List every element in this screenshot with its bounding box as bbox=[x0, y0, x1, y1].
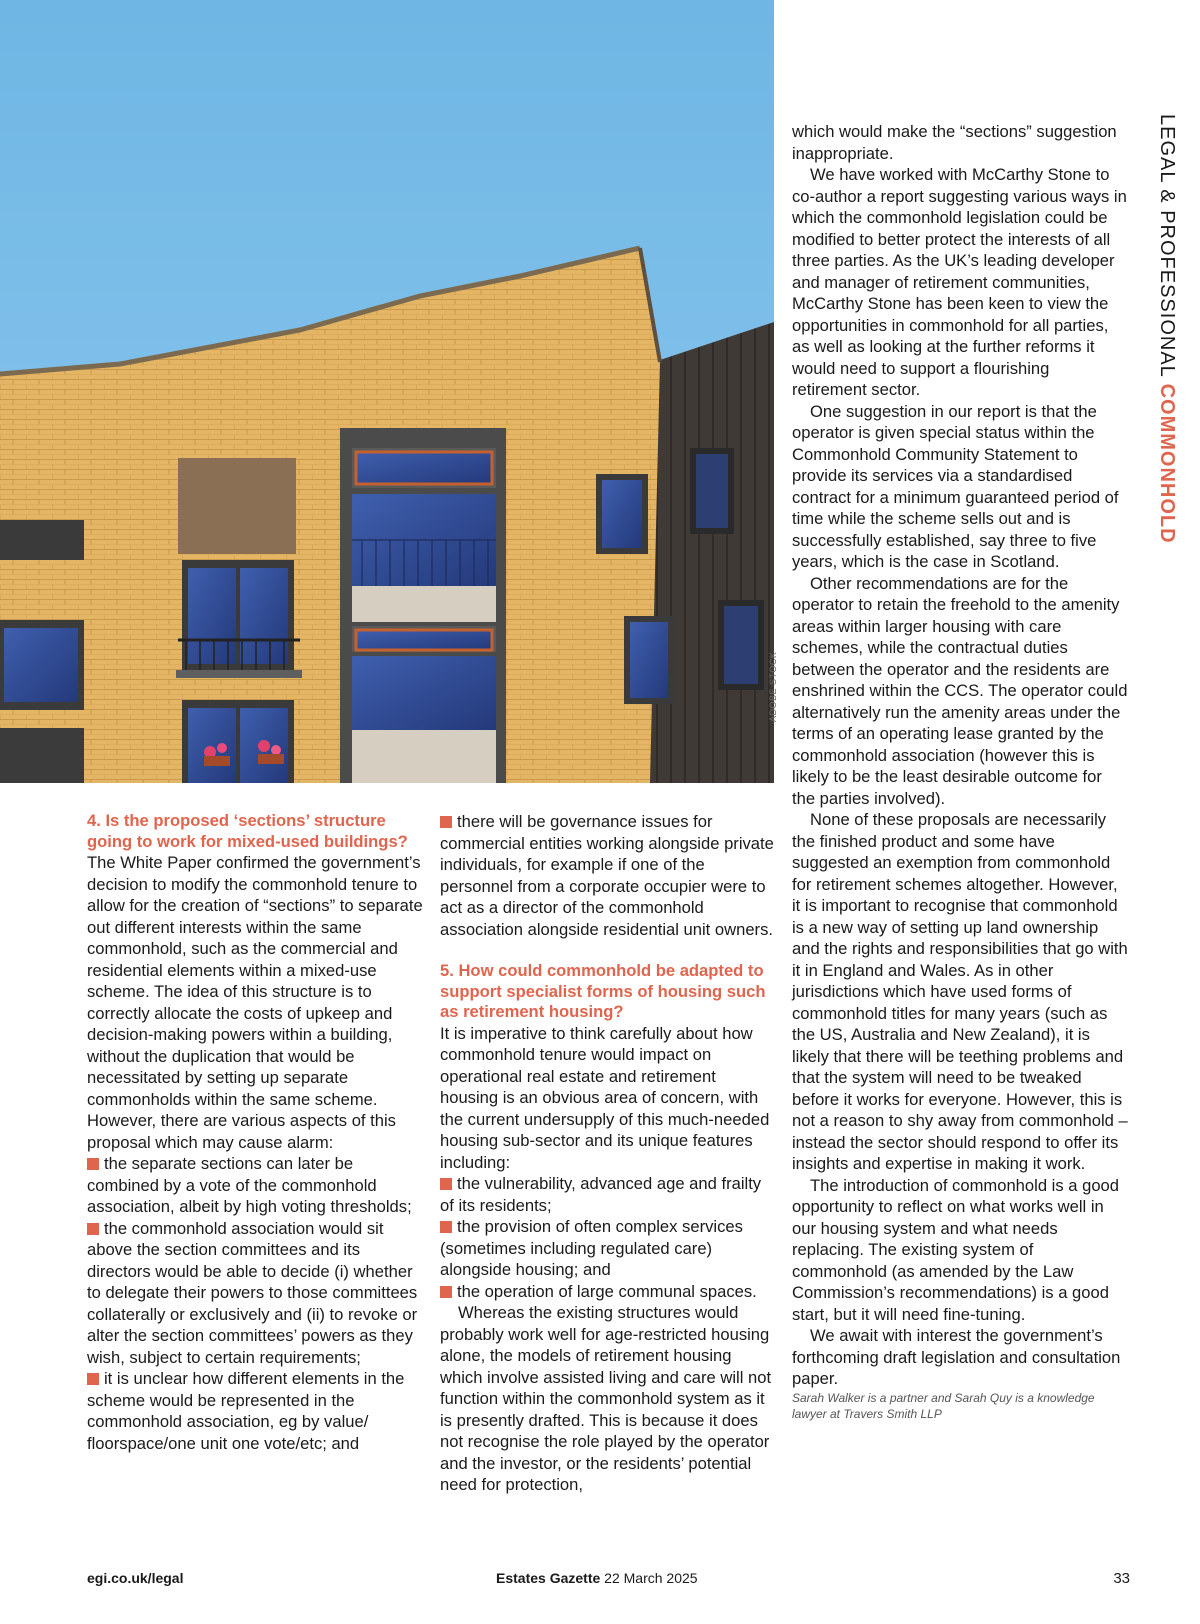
paragraph: which would make the “sections” suggestion inappropriate. bbox=[792, 122, 1117, 163]
bullet-text: the provision of often complex services (sometimes including regulated care) alongside housing; and bbox=[440, 1217, 743, 1279]
publication-name: Estates Gazette bbox=[496, 1570, 601, 1586]
building-illustration bbox=[0, 0, 774, 783]
footer-url[interactable]: egi.co.uk/legal bbox=[87, 1570, 184, 1586]
paragraph: Whereas the existing structures would probably work well for age-restricted housing alone, the models of retirement housing which involve assisted living and care will not function within the commonhold system as it is presently drafted. This is because it does not recognise the role played by the operator and the investor, or the residents’ potential need for protection, bbox=[440, 1303, 772, 1494]
bullet-item bbox=[440, 811, 774, 940]
bullet-text: the separate sections can later be combined by a vote of the commonhold association, albeit by high voting thresholds; bbox=[87, 1154, 412, 1216]
heading-question-4: 4. Is the proposed ‘sections’ structure going to work for mixed-used buildings? bbox=[87, 811, 408, 851]
square-bullet-icon bbox=[87, 1373, 99, 1385]
bullet-item bbox=[440, 1281, 774, 1303]
bullet-text: it is unclear how different elements in the scheme would be represented in the commonhold association, eg by value/ floorspace/one unit one vote/etc; and bbox=[87, 1369, 405, 1453]
bullet-item bbox=[87, 1153, 425, 1218]
column-1 bbox=[87, 811, 425, 1454]
bullet-text: the commonhold association would sit above the section committees and its directors would be able to decide (i) whether to delegate their powers to those committees collaterally or exclusively and (ii) to revoke or alter the section committees’ powers as they wish, subject to certain requirements; bbox=[87, 1218, 418, 1367]
footer-publication bbox=[496, 1570, 698, 1586]
heading-question-5: 5. How could commonhold be adapted to support specialist forms of housing such as retirement housing? bbox=[440, 961, 766, 1021]
section-label-highlight: COMMONHOLD bbox=[1156, 383, 1178, 544]
bullet-item bbox=[440, 1216, 774, 1281]
paragraph: We await with interest the government’s forthcoming draft legislation and consultation paper. bbox=[792, 1326, 1121, 1388]
square-bullet-icon bbox=[440, 1178, 452, 1190]
bullet-text: the operation of large communal spaces. bbox=[457, 1281, 757, 1301]
square-bullet-icon bbox=[87, 1223, 99, 1235]
paragraph: One suggestion in our report is that the operator is given special status within the Commonhold Community Statement to provide its services via a standardised contract for a minimum guaranteed period of time while the scheme sells out and is successfully established, say three to five years, which is the case in Scotland. bbox=[792, 401, 1119, 571]
bullet-item bbox=[440, 1173, 774, 1216]
bullet-text: there will be governance issues for commercial entities working alongside private individuals, for example if one of the personnel from a corporate occupier were to act as a director of the commonhold association alongside residential unit owners. bbox=[440, 812, 774, 939]
section-label-main: LEGAL & PROFESSIONAL bbox=[1156, 114, 1178, 378]
bullet-item bbox=[87, 1368, 425, 1454]
square-bullet-icon bbox=[440, 1286, 452, 1298]
paragraph: It is imperative to think carefully about how commonhold tenure would impact on operational real estate and retirement housing is an obvious area of concern, with the current undersupply of this much-needed housing sub-sector and its unique features including: bbox=[440, 1023, 770, 1172]
square-bullet-icon bbox=[87, 1158, 99, 1170]
author-bio: Sarah Walker is a partner and Sarah Quy is a knowledge lawyer at Travers Smith LLP bbox=[792, 1390, 1095, 1421]
square-bullet-icon bbox=[440, 1221, 452, 1233]
bullet-text: the vulnerability, advanced age and frailty of its residents; bbox=[440, 1174, 762, 1215]
dark-cladding bbox=[640, 322, 774, 783]
square-bullet-icon bbox=[440, 816, 452, 828]
paragraph: The White Paper confirmed the government’s decision to modify the commonhold tenure to allow for the creation of “sections” to separate out different interests within the same commonhold, such as the commercial and residential elements within a mixed-use scheme. The idea of this structure is to correctly allocate the costs of upkeep and decision-making powers within a building, without the duplication that would be necessitated by setting up separate commonholds within the same scheme. However, there are various aspects of this proposal which may cause alarm: bbox=[87, 853, 423, 1152]
page-number: 33 bbox=[1113, 1570, 1130, 1587]
photo-credit: ADOBE STOCK bbox=[768, 651, 778, 722]
column-3 bbox=[792, 121, 1128, 1422]
building-photo bbox=[0, 0, 774, 783]
section-label bbox=[1155, 114, 1178, 544]
paragraph: Other recommendations are for the operator to retain the freehold to the amenity areas within larger housing with care schemes, while the contractual duties between the operator and the residents are enshrined within the CCS. The operator could alternatively run the amenity areas under the terms of an operating lease granted by the commonhold association (however this is likely to be the least desirable outcome for the parties involved). bbox=[792, 573, 1128, 808]
paragraph: None of these proposals are necessarily the finished product and some have suggested an exemption from commonhold for retirement schemes altogether. However, it is important to recognise that commonhold is a new way of setting up land ownership and the rights and responsibilities that go with it in England and Wales. As in other jurisdictions which have used forms of commonhold titles for many years (such as the US, Australia and New Zealand), it is likely that there will be teething problems and that the system will need to be tweaked before it works for everyone. However, this is not a reason to shy away from commonhold – instead the sector should respond to offer its insights and expertise in making it work. bbox=[792, 810, 1128, 1173]
paragraph: We have worked with McCarthy Stone to co-author a report suggesting various ways in which the commonhold legislation could be modified to better protect the interests of all three parties. As the UK’s leading developer and manager of retirement communities, McCarthy Stone has been keen to view the opportunities in commonhold for all parties, as well as looking at the further reforms it would need to support a flourishing retirement sector. bbox=[792, 165, 1127, 399]
brown-panel bbox=[178, 458, 296, 554]
column-2 bbox=[440, 811, 774, 1496]
paragraph: The introduction of commonhold is a good opportunity to reflect on what works well in our housing system and what needs replacing. The existing system of commonhold (as amended by the Law Commission’s recommendations) is a good start, but it will need fine-tuning. bbox=[792, 1175, 1120, 1324]
bullet-item bbox=[87, 1218, 425, 1369]
publication-date: 22 March 2025 bbox=[604, 1570, 698, 1586]
